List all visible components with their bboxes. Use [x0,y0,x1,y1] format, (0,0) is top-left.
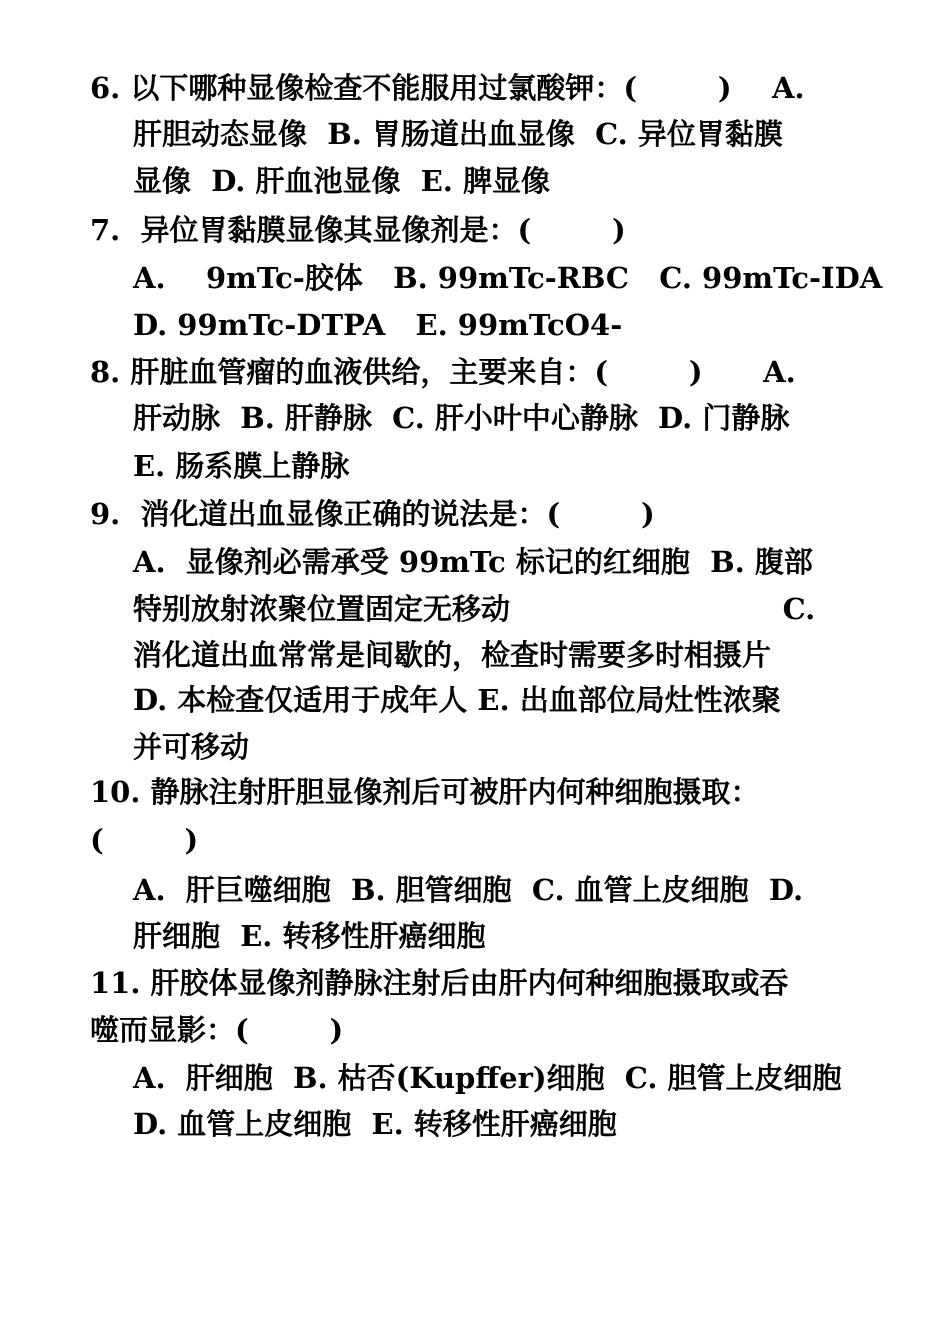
question-11-line-2: 噬而显影：( ) [90,1013,344,1047]
question-7-line-1: 7. 异位胃黏膜显像其显像剂是：( ) [90,213,626,247]
question-8-line-3: E. 肠系膜上静脉 [133,449,350,483]
question-7-line-2: A. 9mTc-胶体 B. 99mTc-RBC C. 99mTc-IDA [133,261,883,295]
question-11-line-3: A. 肝细胞 B. 枯否(Kupffer)细胞 C. 胆管上皮细胞 [133,1061,842,1095]
question-8-line-1: 8. 肝脏血管瘤的血液供给，主要来自：( ) A. [90,355,796,389]
question-6-line-2: 肝胆动态显像 B. 胃肠道出血显像 C. 异位胃黏膜 [133,117,783,151]
question-7-line-3: D. 99mTc-DTPA E. 99mTcO4- [133,308,623,342]
question-9-line-3: 特别放射浓聚位置固定无移动 C. [133,592,816,626]
question-9-line-5: D. 本检查仅适用于成年人 E. 出血部位局灶性浓聚 [133,683,781,717]
question-6-line-1: 6. 以下哪种显像检查不能服用过氯酸钾：( ) A. [90,71,805,105]
question-9-line-1: 9. 消化道出血显像正确的说法是：( ) [90,497,655,531]
question-10-line-4: 肝细胞 E. 转移性肝癌细胞 [133,919,486,953]
question-8-line-2: 肝动脉 B. 肝静脉 C. 肝小叶中心静脉 D. 门静脉 [133,401,790,435]
question-10-line-2: ( ) [90,823,199,857]
question-10-line-1: 10. 静脉注射肝胆显像剂后可被肝内何种细胞摄取： [90,775,760,809]
question-11-line-4: D. 血管上皮细胞 E. 转移性肝癌细胞 [133,1107,617,1141]
question-10-line-3: A. 肝巨噬细胞 B. 胆管细胞 C. 血管上皮细胞 D. [133,873,804,907]
question-9-line-4: 消化道出血常常是间歇的，检查时需要多时相摄片 [133,638,772,672]
question-9-line-6: 并可移动 [133,730,250,764]
question-9-line-2: A. 显像剂必需承受 99mTc 标记的红细胞 B. 腹部 [133,545,813,579]
question-11-line-1: 11. 肝胶体显像剂静脉注射后由肝内何种细胞摄取或吞 [90,966,789,1000]
question-6-line-3: 显像 D. 肝血池显像 E. 脾显像 [133,164,550,198]
